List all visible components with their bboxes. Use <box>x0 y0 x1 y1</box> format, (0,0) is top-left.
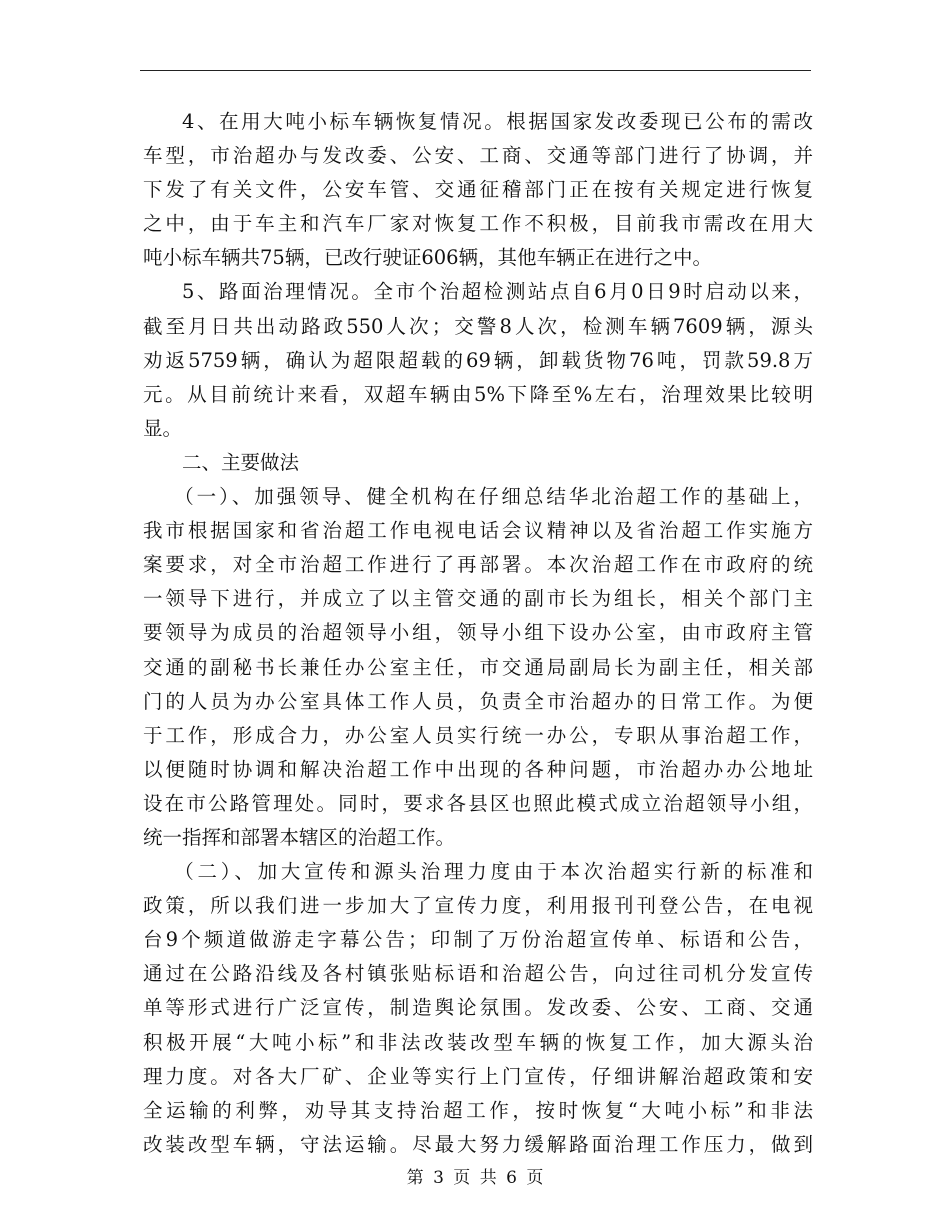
document-body <box>143 105 813 1162</box>
text-line: 统一指挥和部署本辖区的治超工作。 <box>143 825 456 849</box>
text-line: 车型，市治超办与发改委、公安、工商、交通等部门进行了协调，并 <box>143 144 813 168</box>
text-line: 案要求，对全市治超工作进行了再部署。本次治超工作在市政府的统 <box>143 553 813 577</box>
paragraph-leadership <box>143 480 813 855</box>
text-line: 显。 <box>143 416 183 440</box>
text-line: 截至月日共出动路政550人次；交警8人次，检测车辆7609辆，源头 <box>143 314 813 338</box>
text-line: 元。从目前统计来看，双超车辆由5%下降至%左右，治理效果比较明 <box>143 382 813 406</box>
text-line: （一）、加强领导、健全机构在仔细总结华北治超工作的基础上， <box>174 485 813 509</box>
text-line: 积极开展“大吨小标”和非法改装改型车辆的恢复工作，加大源头治 <box>143 1030 813 1054</box>
text-line: 全运输的利弊，劝导其支持治超工作，按时恢复“大吨小标”和非法 <box>143 1098 813 1122</box>
text-line: 之中，由于车主和汽车厂家对恢复工作不积极，目前我市需改在用大 <box>143 212 813 236</box>
text-line: 交通的副秘书长兼任办公室主任，市交通局副局长为副主任，相关部 <box>143 655 813 679</box>
text-line: 改装改型车辆，守法运输。尽最大努力缓解路面治理工作压力，做到 <box>143 1132 813 1156</box>
text-line: 一领导下进行，并成立了以主管交通的副市长为组长，相关个部门主 <box>143 587 813 611</box>
text-line: （二）、加大宣传和源头治理力度由于本次治超实行新的标准和 <box>174 860 813 884</box>
paragraph-publicity <box>143 855 813 1162</box>
text-line: 下发了有关文件，公安车管、交通征稽部门正在按有关规定进行恢复 <box>143 178 813 202</box>
text-line: 政策，所以我们进一步加大了宣传力度，利用报刊刊登公告，在电视 <box>143 894 813 918</box>
text-line: 4、在用大吨小标车辆恢复情况。根据国家发改委现已公布的需改 <box>182 110 813 133</box>
text-line: 门的人员为办公室具体工作人员，负责全市治超办的日常工作。为便 <box>143 689 813 713</box>
paragraph-road-governance <box>143 275 813 445</box>
text-line: 单等形式进行广泛宣传，制造舆论氛围。发改委、公安、工商、交通 <box>143 996 813 1020</box>
text-line: 通过在公路沿线及各村镇张贴标语和治超公告，向过往司机分发宣传 <box>143 962 813 986</box>
section-heading-main-practices <box>143 446 813 480</box>
text-line: 设在市公路管理处。同时，要求各县区也照此模式成立治超领导小组， <box>143 791 813 815</box>
page-number-footer: 第 3 页 共 6 页 <box>406 1168 544 1188</box>
text-line: 5、路面治理情况。全市个治超检测站点自6月0日9时启动以来， <box>182 280 813 304</box>
text-line: 于工作，形成合力，办公室人员实行统一办公，专职从事治超工作， <box>143 723 813 747</box>
header-rule <box>140 70 811 71</box>
text-line: 台9个频道做游走字幕公告；印制了万份治超宣传单、标语和公告， <box>143 928 813 952</box>
paragraph-vehicle-recovery <box>143 105 813 275</box>
text-line: 要领导为成员的治超领导小组，领导小组下设办公室，由市政府主管 <box>143 621 813 645</box>
text-line: 我市根据国家和省治超工作电视电话会议精神以及省治超工作实施方 <box>143 519 813 543</box>
text-line: 理力度。对各大厂矿、企业等实行上门宣传，仔细讲解治超政策和安 <box>143 1064 813 1088</box>
text-line: 劝返5759辆，确认为超限超载的69辆，卸载货物76吨，罚款59.8万 <box>143 348 813 372</box>
text-line: 二、主要做法 <box>182 450 300 474</box>
text-line: 以便随时协调和解决治超工作中出现的各种问题，市治超办办公地址 <box>143 757 813 781</box>
text-line: 吨小标车辆共75辆，已改行驶证606辆，其他车辆正在进行之中。 <box>143 246 713 270</box>
